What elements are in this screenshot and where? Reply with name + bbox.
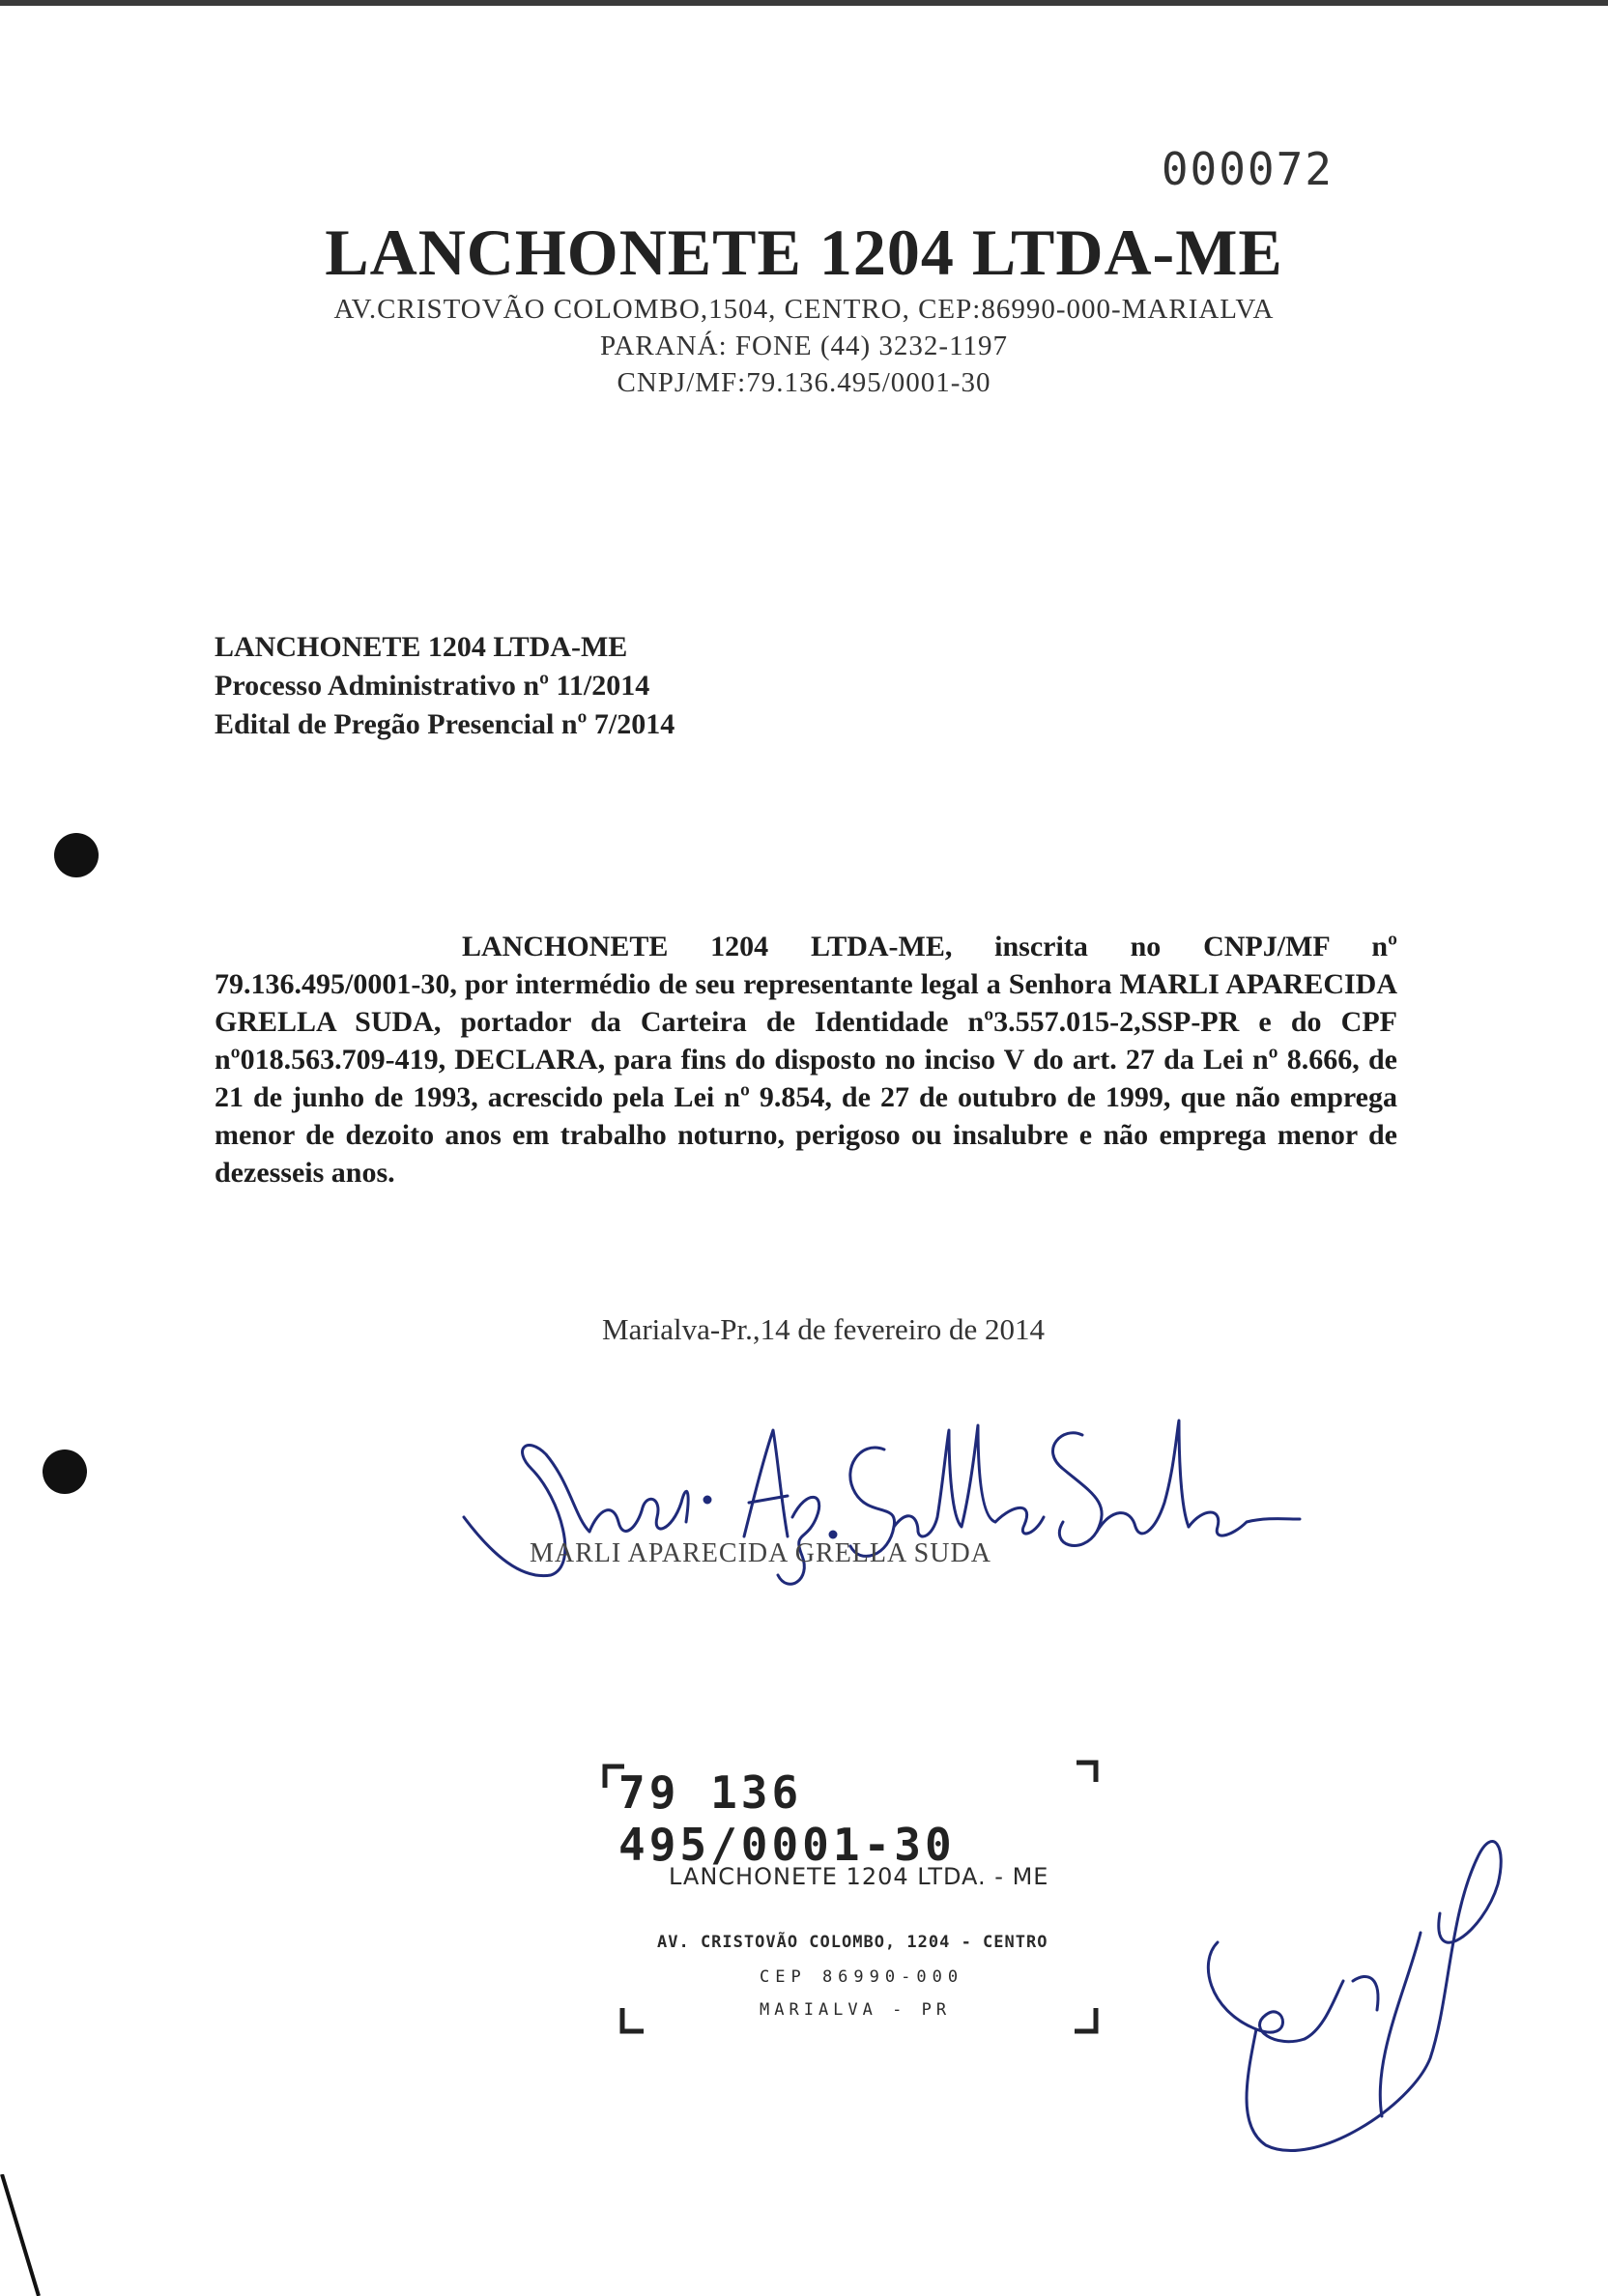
date-line: Marialva-Pr.,14 de fevereiro de 2014 — [602, 1312, 1045, 1346]
stamp-cnpj: 79 136 495/0001-30 — [618, 1766, 956, 1871]
reference-edital: Edital de Pregão Presencial nº 7/2014 — [215, 708, 675, 740]
scan-edge-mark — [0, 2174, 58, 2296]
declaration-paragraph: LANCHONETE 1204 LTDA-ME, inscrita no CNPJ/MF nº 79.136.495/0001-30, por intermédio de seu representante legal a Senhora MARLI APARECIDA GRELLA SUDA, portador da Carteira de Identidade nº3.557.015-2,SSP-PR e do CPF nº018.563.709-419, DECLARA, para fins do disposto no inciso V do art. 27 da Lei nº 8.666, de 21 de junho de 1993, acrescido pela Lei nº 9.854, de 27 de outubro de 1999, que não emprega menor de dezoito anos em trabalho noturno, perigoso ou insalubre e não emprega menor de dezesseis anos. — [215, 931, 1397, 1189]
declaration-body — [215, 928, 1397, 1191]
scan-top-edge — [0, 0, 1608, 6]
stamp-company-name: LANCHONETE 1204 LTDA. - ME — [669, 1863, 1049, 1890]
letterhead-address: AV.CRISTOVÃO COLOMBO,1504, CENTRO, CEP:86990-000-MARIALVA — [333, 294, 1275, 325]
reference-process: Processo Administrativo nº 11/2014 — [215, 670, 650, 702]
letterhead-phone: PARANÁ: FONE (44) 3232-1197 — [599, 330, 1008, 361]
letterhead-company-name: LANCHONETE 1204 LTDA-ME — [325, 215, 1283, 289]
letterhead-cnpj: CNPJ/MF:79.136.495/0001-30 — [617, 367, 991, 398]
stamp-cep: CEP 86990-000 — [760, 1967, 964, 1987]
punch-hole — [54, 833, 99, 877]
stamp-address: AV. CRISTOVÃO COLOMBO, 1204 - CENTRO — [657, 1933, 1048, 1952]
company-stamp — [599, 1749, 1102, 2039]
reference-block — [215, 628, 675, 744]
signer-name: MARLI APARECIDA GRELLA SUDA — [530, 1538, 991, 1568]
stamp-city: MARIALVA - PR — [760, 2000, 952, 2020]
reference-company: LANCHONETE 1204 LTDA-ME — [215, 631, 628, 663]
page-number: 000072 — [1161, 143, 1334, 195]
punch-hole — [43, 1449, 87, 1494]
handwritten-initials — [1189, 1817, 1556, 2203]
handwritten-signature — [454, 1411, 1305, 1604]
